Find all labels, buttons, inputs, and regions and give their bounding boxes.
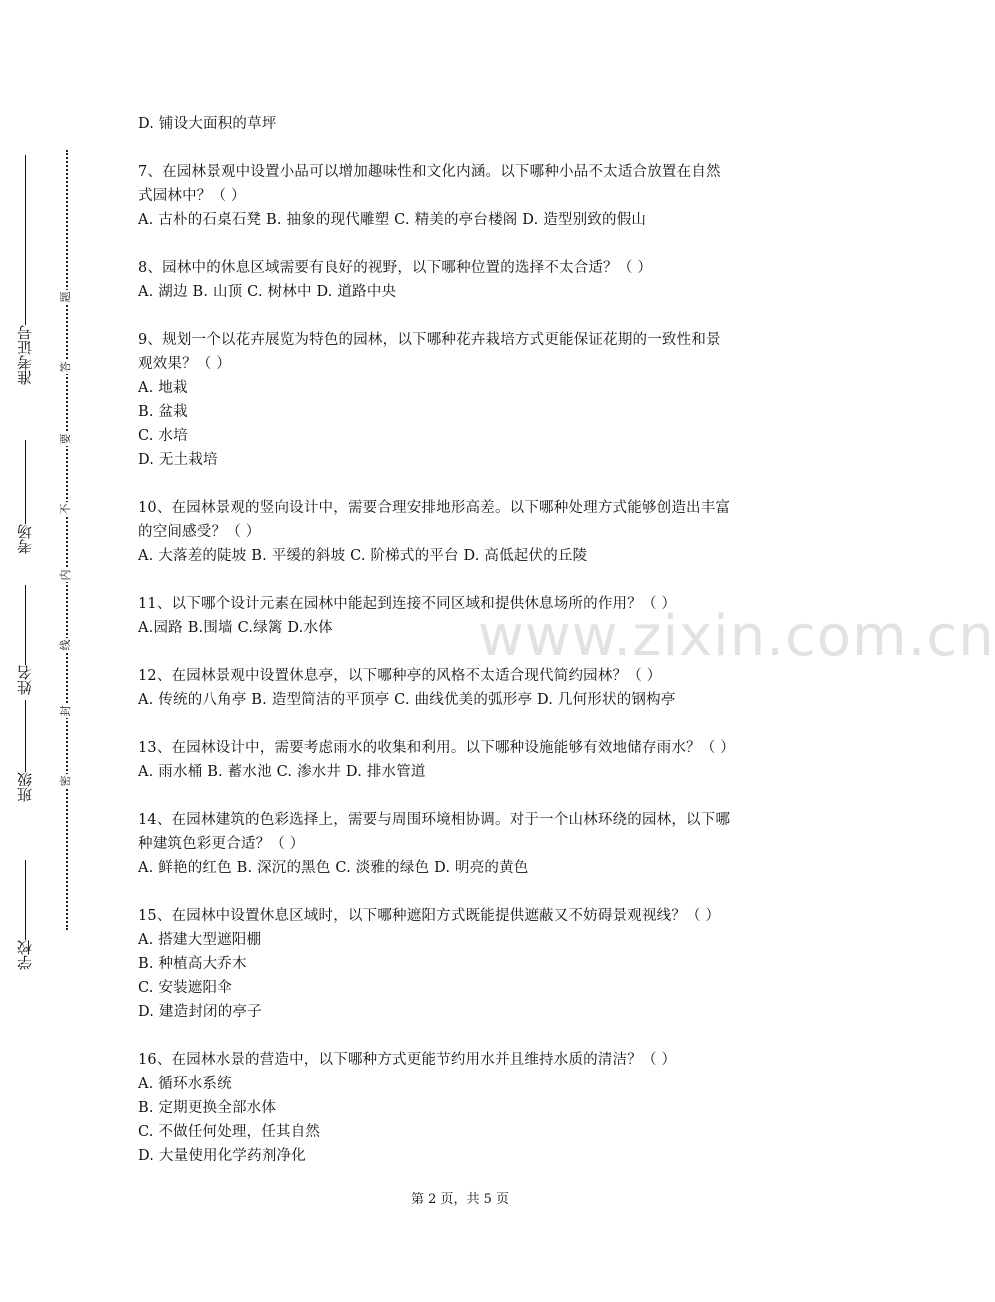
question-15 xyxy=(138,904,788,1024)
field-name xyxy=(18,585,33,695)
question-11 xyxy=(138,592,788,640)
option-line: C. 水培 xyxy=(138,428,188,444)
option-line: B. 种植高大乔木 xyxy=(138,956,247,972)
question-text: 9、规划一个以花卉展览为特色的园林，以下哪种花卉栽培方式更能保证花期的一致性和景 xyxy=(138,332,721,348)
question-text: 14、在园林建筑的色彩选择上，需要与周围环境相协调。对于一个山林环绕的园林，以下哪 xyxy=(138,812,731,828)
seal-char: 密 xyxy=(59,775,72,787)
question-10 xyxy=(138,496,788,568)
seal-char: 内 xyxy=(59,569,72,581)
field-school xyxy=(18,860,33,970)
question-text: 13、在园林设计中，需要考虑雨水的收集和利用。以下哪种设施能够有效地储存雨水？（ ） xyxy=(138,740,735,756)
watermark: www.zixin.com.cn xyxy=(478,604,995,669)
field-class xyxy=(18,700,33,802)
question-9 xyxy=(138,328,788,472)
question-text: 15、在园林中设置休息区域时，以下哪种遮阳方式既能提供遮蔽又不妨碍景观视线？（ ） xyxy=(138,908,721,924)
field-ticket-number xyxy=(18,155,33,385)
field-name-label: 姓名 xyxy=(16,665,34,695)
question-text: 8、园林中的休息区域需要有良好的视野，以下哪种位置的选择不太合适？（ ） xyxy=(138,260,653,276)
question-16 xyxy=(138,1048,788,1168)
seal-char: 封 xyxy=(59,705,72,717)
field-name-underline xyxy=(24,585,26,665)
question-text: 观效果？（ ） xyxy=(138,356,232,372)
option-line: C. 安装遮阳伞 xyxy=(138,980,232,996)
option-line: A. 大落差的陡坡 B. 平缓的斜坡 C. 阶梯式的平台 D. 高低起伏的丘陵 xyxy=(138,548,588,564)
option-line: D. 铺设大面积的草坪 xyxy=(138,116,277,132)
question-text: 11、以下哪个设计元素在园林中能起到连接不同区域和提供休息场所的作用？（ ） xyxy=(138,596,677,612)
question-text: 16、在园林水景的营造中，以下哪种方式更能节约用水并且维持水质的清洁？（ ） xyxy=(138,1052,677,1068)
option-line: B. 定期更换全部水体 xyxy=(138,1100,277,1116)
exam-content xyxy=(138,112,788,1192)
field-ticket-number-label: 准考证号 xyxy=(16,325,34,385)
option-line: B. 盆栽 xyxy=(138,404,188,420)
option-line: A.园路 B.围墙 C.绿篱 D.水体 xyxy=(138,620,333,636)
question-text: 的空间感受？（ ） xyxy=(138,524,261,540)
question-12 xyxy=(138,664,788,712)
field-exam-room-label: 考场 xyxy=(16,524,34,554)
option-line: A. 湖边 B. 山顶 C. 树林中 D. 道路中央 xyxy=(138,284,397,300)
question-7 xyxy=(138,160,788,232)
page-footer: 第 2 页，共 5 页 xyxy=(410,1192,510,1207)
option-line: C. 不做任何处理，任其自然 xyxy=(138,1124,321,1140)
seal-char: 线 xyxy=(59,639,72,651)
seal-line xyxy=(66,150,68,930)
question-13 xyxy=(138,736,788,784)
seal-char: 题 xyxy=(59,291,72,303)
option-line: D. 无土栽培 xyxy=(138,452,218,468)
field-class-label: 班级 xyxy=(16,772,34,802)
option-line: A. 雨水桶 B. 蓄水池 C. 渗水井 D. 排水管道 xyxy=(138,764,426,780)
field-ticket-number-underline xyxy=(24,155,26,325)
question-text: 12、在园林景观中设置休息亭，以下哪种亭的风格不太适合现代简约园林？（ ） xyxy=(138,668,662,684)
field-class-underline xyxy=(24,700,26,772)
seal-char: 不 xyxy=(59,503,72,515)
option-line: D. 大量使用化学药剂净化 xyxy=(138,1148,306,1164)
lead-option-block xyxy=(138,112,788,136)
option-line: A. 传统的八角亭 B. 造型简洁的平顶亭 C. 曲线优美的弧形亭 D. 几何形状的钢构亭 xyxy=(138,692,676,708)
question-text: 7、在园林景观中设置小品可以增加趣味性和文化内涵。以下哪种小品不太适合放置在自然 xyxy=(138,164,721,180)
seal-char: 要 xyxy=(59,433,72,445)
option-line: A. 古朴的石桌石凳 B. 抽象的现代雕塑 C. 精美的亭台楼阁 D. 造型别致的假山 xyxy=(138,212,647,228)
field-school-underline xyxy=(24,860,26,940)
option-line: A. 地栽 xyxy=(138,380,188,396)
question-text: 种建筑色彩更合适？（ ） xyxy=(138,836,305,852)
question-8 xyxy=(138,256,788,304)
option-line: A. 循环水系统 xyxy=(138,1076,232,1092)
option-line: D. 建造封闭的亭子 xyxy=(138,1004,262,1020)
field-exam-room-underline xyxy=(24,440,26,524)
question-text: 10、在园林景观的竖向设计中，需要合理安排地形高差。以下哪种处理方式能够创造出丰富 xyxy=(138,500,731,516)
question-14 xyxy=(138,808,788,880)
field-exam-room xyxy=(18,440,33,554)
field-school-label: 学校 xyxy=(16,940,34,970)
seal-char: 答 xyxy=(59,361,72,373)
option-line: A. 搭建大型遮阳棚 xyxy=(138,932,262,948)
question-text: 式园林中？（ ） xyxy=(138,188,246,204)
option-line: A. 鲜艳的红色 B. 深沉的黑色 C. 淡雅的绿色 D. 明亮的黄色 xyxy=(138,860,529,876)
